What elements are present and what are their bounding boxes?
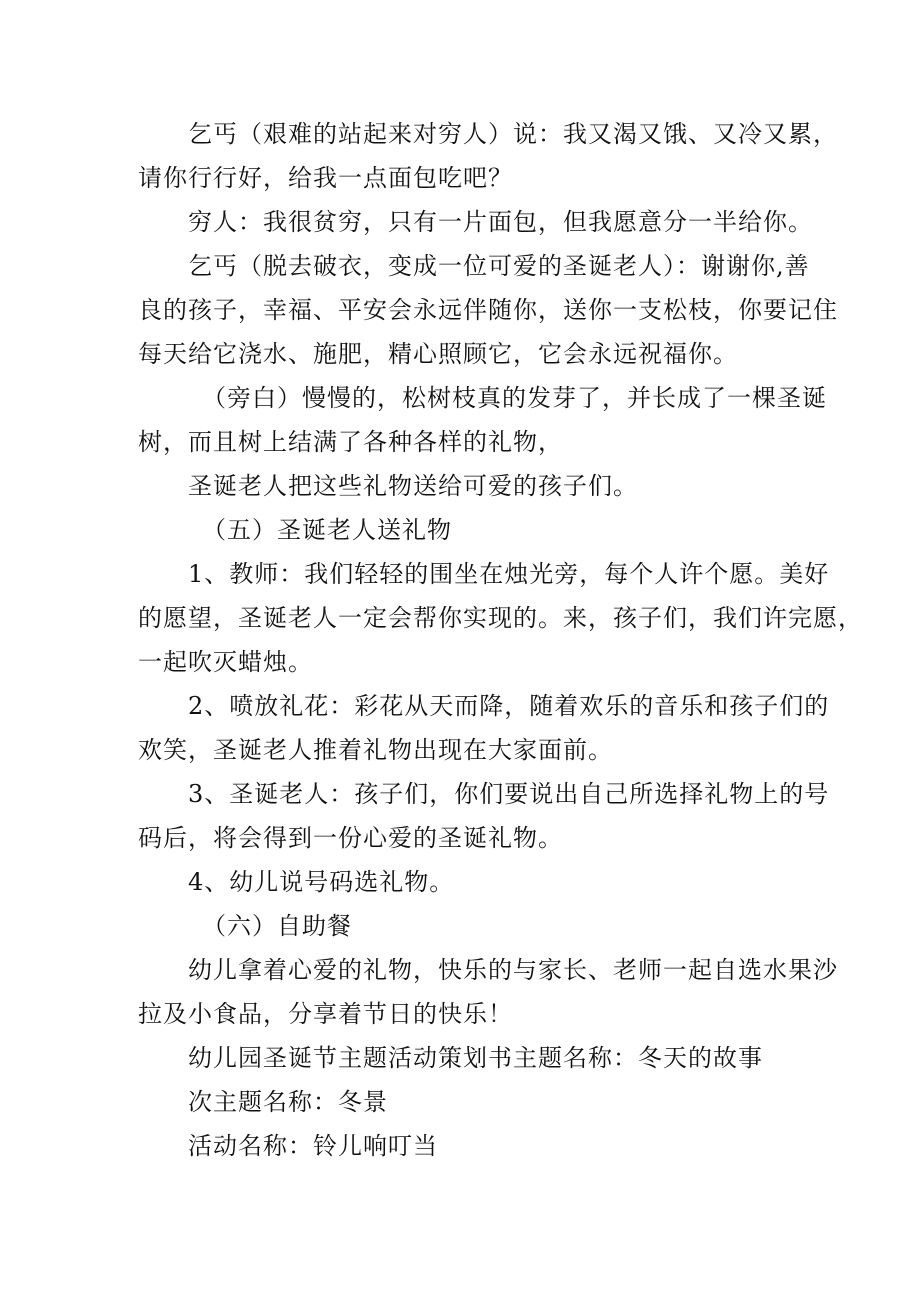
- paragraph-line: 树，而且树上结满了各种各样的礼物，: [138, 428, 563, 456]
- paragraph-line: 3、圣诞老人：孩子们，你们要说出自己所选择礼物上的号: [188, 780, 830, 808]
- paragraph-line: （旁白）慢慢的，松树枝真的发芽了，并长成了一棵圣诞: [202, 384, 827, 412]
- paragraph-line: 幼儿园圣诞节主题活动策划书主题名称：冬天的故事: [188, 1044, 763, 1072]
- paragraph-line: 穷人：我很贫穷，只有一片面包，但我愿意分一半给你。: [188, 208, 813, 236]
- paragraph-line: 乞丐（艰难的站起来对穷人）说：我又渴又饿、又冷又累，: [188, 120, 838, 148]
- section-heading: （六）自助餐: [202, 912, 352, 940]
- paragraph-line: 幼儿拿着心爱的礼物，快乐的与家长、老师一起自选水果沙: [188, 956, 838, 984]
- document-page: [138, 112, 863, 1168]
- paragraph-line: 次主题名称：冬景: [188, 1088, 388, 1116]
- paragraph-line: 圣诞老人把这些礼物送给可爱的孩子们。: [188, 472, 638, 500]
- paragraph-line: 乞丐（脱去破衣，变成一位可爱的圣诞老人）：谢谢你,善: [188, 252, 810, 280]
- paragraph-line: 每天给它浇水、施肥，精心照顾它，它会永远祝福你。: [138, 340, 738, 368]
- paragraph-line: 请你行行好，给我一点面包吃吧？: [138, 164, 513, 192]
- paragraph-line: 2、喷放礼花：彩花从天而降，随着欢乐的音乐和孩子们的: [188, 692, 830, 720]
- section-heading: （五）圣诞老人送礼物: [202, 516, 452, 544]
- paragraph-line: 码后，将会得到一份心爱的圣诞礼物。: [138, 824, 563, 852]
- paragraph-line: 的愿望，圣诞老人一定会帮你实现的。来，孩子们，我们许完愿，: [138, 604, 863, 632]
- paragraph-line: 活动名称：铃儿响叮当: [188, 1132, 438, 1160]
- paragraph-line: 欢笑，圣诞老人推着礼物出现在大家面前。: [138, 736, 613, 764]
- paragraph-line: 拉及小食品，分享着节日的快乐！: [138, 1000, 513, 1028]
- paragraph-line: 良的孩子，幸福、平安会永远伴随你，送你一支松枝，你要记住: [138, 296, 838, 324]
- paragraph-line: 1、教师：我们轻轻的围坐在烛光旁，每个人许个愿。美好: [188, 560, 830, 588]
- paragraph-line: 4、幼儿说号码选礼物。: [188, 868, 455, 896]
- paragraph-line: 一起吹灭蜡烛。: [138, 648, 313, 676]
